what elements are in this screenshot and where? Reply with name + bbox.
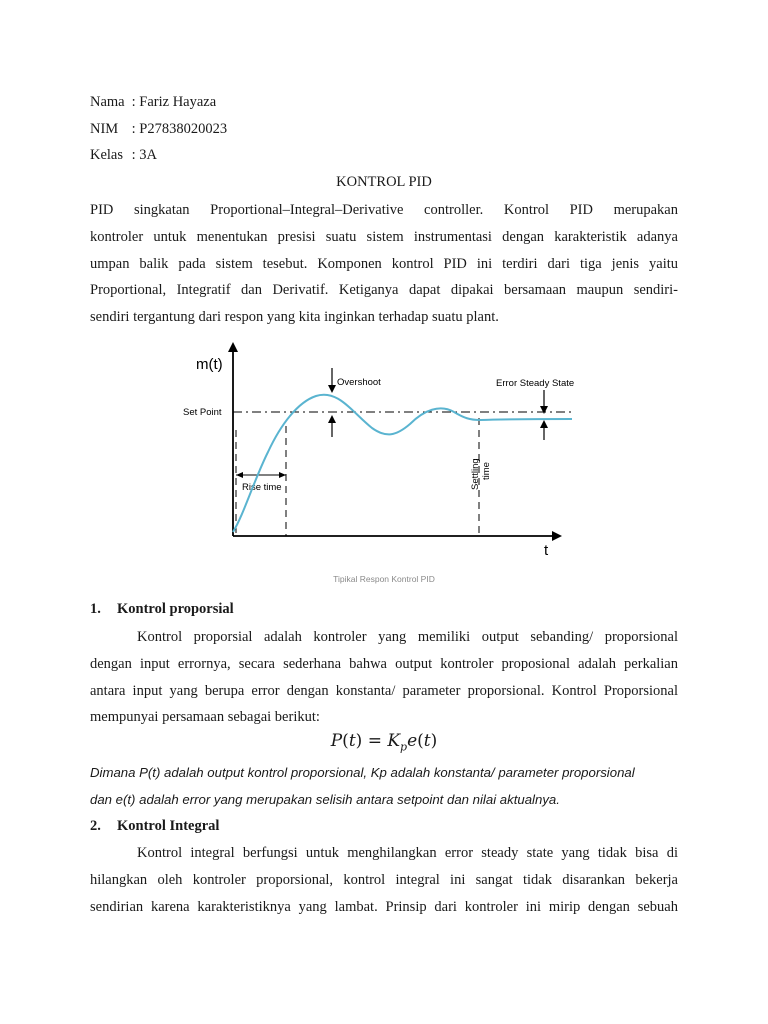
nim-value: : P27838020023 bbox=[131, 121, 228, 137]
y-axis-label: m(t) bbox=[196, 356, 223, 373]
rise-arrow-left bbox=[236, 472, 243, 478]
pid-response-figure bbox=[176, 340, 596, 565]
kelas-line bbox=[90, 147, 157, 164]
section2-line: sendirian karena karakteristiknya yang lambat. Prinsip dari kontroler ini mirip dengan sebuah bbox=[90, 898, 678, 915]
intro-paragraph bbox=[90, 197, 678, 331]
note-line: dan e(t) adalah error yang merupakan selisih antara setpoint dan nilai aktualnya. bbox=[90, 792, 560, 807]
intro-line: umpan balik pada sistem tesebut. Komponen kontrol PID ini terdiri dari tiga jenis yaitu bbox=[90, 255, 678, 272]
nama-line bbox=[90, 94, 216, 111]
settling-label-1: Settling bbox=[470, 458, 481, 490]
section1-line: mempunyai persamaan sebagai berikut: bbox=[90, 709, 320, 726]
response-curve bbox=[233, 395, 572, 532]
section2-paragraph bbox=[90, 840, 678, 920]
rise-time-label: Rise time bbox=[242, 482, 282, 493]
figure-caption: Tipikal Respon Kontrol PID bbox=[333, 574, 435, 584]
intro-line: sendiri tergantung dari respon yang kita inginkan terhadap suatu plant. bbox=[90, 309, 499, 326]
rise-arrow-right bbox=[279, 472, 286, 478]
section1-paragraph bbox=[90, 624, 678, 731]
nim-line bbox=[90, 121, 227, 138]
error-label: Error Steady State bbox=[496, 378, 575, 389]
x-axis-label: t bbox=[544, 542, 549, 559]
x-axis-arrow bbox=[552, 531, 562, 541]
document-title: KONTROL PID bbox=[336, 174, 432, 190]
nama-label: Nama bbox=[90, 94, 125, 110]
section1-note bbox=[90, 759, 680, 813]
section1-title: Kontrol proporsial bbox=[117, 601, 234, 617]
proportional-formula: $P(t) = K_pe(t)$ bbox=[330, 731, 438, 754]
error-arrowhead-bottom bbox=[540, 420, 548, 428]
set-point-label: Set Point bbox=[183, 407, 222, 418]
nama-value: : Fariz Hayaza bbox=[131, 94, 217, 110]
section1-number: 1. bbox=[90, 601, 101, 617]
section2-title: Kontrol Integral bbox=[117, 818, 220, 834]
intro-line: kontroler untuk menentukan presisi suatu sistem instrumentasi dengan karakteristik adanya bbox=[90, 228, 678, 245]
y-axis-arrow bbox=[228, 342, 238, 352]
intro-line: Proportional, Integratif dan Derivatif. Ketiganya dapat dipakai bersamaan maupun sendiri- bbox=[90, 282, 678, 299]
section1-heading bbox=[90, 601, 234, 618]
note-line: Dimana P(t) adalah output kontrol proporsional, Kp adalah konstanta/ parameter proporsional bbox=[90, 765, 635, 780]
section1-line: dengan input errornya, secara sederhana bahwa output kontroler proposional adalah perkalian bbox=[90, 655, 678, 672]
section1-line: antara input yang berupa error dengan konstanta/ parameter proporsional. Kontrol Proporsional bbox=[90, 682, 678, 699]
overshoot-label: Overshoot bbox=[337, 377, 381, 388]
section2-line: Kontrol integral berfungsi untuk menghilangkan error steady state yang tidak bisa di bbox=[137, 845, 678, 861]
overshoot-arrowhead-bottom bbox=[328, 415, 336, 423]
section2-heading bbox=[90, 818, 219, 835]
error-arrowhead-top bbox=[540, 406, 548, 414]
section2-line: hilangkan oleh kontroler proporsional, kontrol integral ini sangat tidak disarankan bekerja bbox=[90, 871, 678, 888]
kelas-value: : 3A bbox=[131, 147, 157, 163]
kelas-label: Kelas bbox=[90, 147, 124, 163]
nim-label: NIM bbox=[90, 121, 119, 137]
settling-label-2: time bbox=[481, 462, 492, 480]
section1-line: Kontrol proporsial adalah kontroler yang memiliki output sebanding/ proporsional bbox=[137, 629, 678, 645]
intro-line: PID singkatan Proportional–Integral–Derivative controller. Kontrol PID merupakan bbox=[90, 202, 678, 218]
section2-number: 2. bbox=[90, 818, 101, 834]
overshoot-arrowhead-top bbox=[328, 385, 336, 393]
